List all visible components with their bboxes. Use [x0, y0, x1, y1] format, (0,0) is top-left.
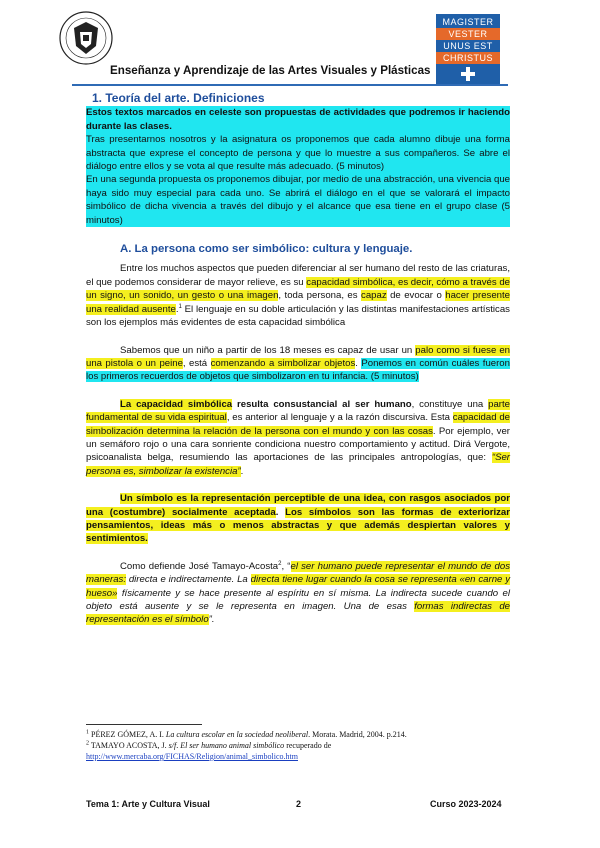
p5-highlight: formas indirectas de representación es el símbolo [86, 601, 510, 626]
footnote-text: . [176, 741, 181, 750]
p2-highlight: comenzando a simbolizar objetos [210, 357, 356, 369]
p3-bold: resulta consustancial al ser humano [232, 398, 412, 410]
paragraph-1 [86, 262, 510, 329]
p1-text: El lenguaje en su doble articulación y las distintas manifestaciones artísticas son los ejemplos más evidentes de esta capacidad simbólica [86, 303, 510, 329]
p5-text: ”. [208, 614, 215, 626]
footnote-ref-1: 1 [178, 303, 182, 310]
p2-activity: Ponemos en común cuáles fueron los primeros recuerdos de objetos que simbolizaron en tu infancia. (5 minutos) [86, 357, 510, 383]
footnote-text: recuperado de [284, 741, 332, 750]
p1-text: . [175, 303, 179, 315]
footnote-title: La cultura escolar en la sociedad neoliberal [165, 730, 309, 739]
logo-line-2: VESTER [448, 29, 488, 39]
p1-highlight: hacer presente una realidad ausente [86, 290, 511, 315]
header-title: Enseñanza y Aprendizaje de las Artes Visuales y Plásticas [110, 64, 431, 77]
p3-text: , es anterior al lenguaje y a la razón discursiva. Esta [226, 412, 453, 424]
footnote-2-link-line [86, 751, 510, 762]
activity-2: En una segunda propuesta os proponemos dibujar, por medio de una abstracción, una vivencia que haya sido muy especial para cada uno. Se abrirá el diálogo en el que se valorará el impacto simbólico de dicha vivencia a través del dibujo y el alcance que esa tiene en el grupo clase (5 minutos) [86, 174, 511, 226]
magister-logo [436, 14, 500, 86]
activity-block [86, 106, 510, 227]
header-divider [72, 84, 508, 86]
page-number: 2 [296, 799, 302, 809]
footnote-text: PÉREZ GÓMEZ, A. I. [89, 730, 166, 739]
section-heading-1: 1. Teoría del arte. Definiciones [92, 91, 265, 105]
cross-icon [460, 66, 476, 82]
p1-highlight: capaz [361, 290, 387, 302]
footnote-1 [86, 729, 510, 740]
footnote-2 [86, 740, 510, 751]
p2-text: , está [182, 357, 211, 369]
footnote-ref-2: 2 [278, 560, 282, 567]
paragraph-2 [86, 344, 510, 384]
p5-text: Como defiende José Tamayo-Acosta [120, 560, 279, 572]
footnote-title: El ser humano animal simbólico [180, 741, 285, 750]
logo-line-4: CHRISTUS [442, 53, 493, 63]
logo-line-1: MAGISTER [442, 17, 494, 27]
p1-text: , toda persona, es [278, 290, 362, 302]
p4-highlight: Un símbolo es la representación perceptible de una idea, con rasgos asociados por una (costumbre) socialmente aceptada [86, 493, 510, 518]
p2-highlight: palo como si fuese en una pistola o un peine [86, 344, 510, 369]
paragraph-3 [86, 398, 510, 478]
p1-highlight: capacidad simbólica, es decir, cómo a través de un signo, un sonido, un gesto o una imagen [86, 276, 511, 302]
footer-left: Tema 1: Arte y Cultura Visual [86, 799, 210, 809]
footnote-separator [86, 724, 202, 725]
p3-text: , constituye una [411, 398, 489, 410]
intro-text: Estos textos marcados en celeste son propuestas de actividades que podremos ir haciendo durante las clases. [86, 107, 510, 132]
p5-text: , “ [281, 560, 291, 572]
footnote-date: s/f [168, 741, 177, 750]
footnote-text: . Morata. Madrid, 2004. p.214. [308, 730, 407, 739]
footnote-link[interactable]: http://www.mercaba.org/FICHAS/Religion/animal_simbolico.htm [86, 752, 298, 761]
p4-text: . [275, 506, 286, 518]
p3-highlight: capacidad de simbolización determina la relación de la persona con el mundo y con las cosas [86, 412, 511, 437]
paragraph-4 [86, 492, 510, 546]
p2-text: . [355, 357, 362, 369]
p3-quote: “Ser persona es, simbolizar la existencia” [86, 452, 510, 477]
p5-highlight: directa tiene lugar cuando la cosa se representa «en carne y hueso» [86, 574, 510, 599]
footnote-num: 1 [86, 729, 89, 736]
p3-highlight: La capacidad simbólica [120, 398, 233, 410]
footnotes [86, 729, 510, 762]
page-body [86, 92, 510, 627]
p3-text: . Por ejemplo, ver un semáforo rojo o una cara sonriente condiciona nuestro comportamiento y actitud. Dirá Vergote, psicoanalista belga, resumiendo las aportaciones de las principales antropologías, que: [86, 425, 510, 464]
logo-line-3: UNUS EST [443, 41, 493, 51]
p5-text: directa e indirectamente. La [126, 574, 251, 586]
p2-text: Sabemos que un niño a partir de los 18 meses es capaz de usar un [120, 344, 416, 356]
footer-right: Curso 2023-2024 [430, 799, 502, 809]
p1-text: de evocar o [386, 290, 446, 302]
p5-highlight: el ser humano puede representar el mundo de dos maneras: [86, 560, 510, 586]
activity-1: Tras presentarnos nosotros y la asignatura os proponemos que cada alumno dibuje una forma abstracta que exprese el concepto de persona y que lo muestre a sus compañeros. Se abre el diálogo entre ellos y se vota al que resulte más adecuado. (5 minutos) [86, 134, 510, 173]
paragraph-5 [86, 560, 510, 627]
p5-text: físicamente y se hace presente al espíritu en sí misma. La indirecta sucede cuando el objeto está ausente y se le representa en imagen. Una de esas [86, 587, 510, 612]
p3-highlight: parte fundamental de su vida espiritual [86, 398, 510, 424]
section-heading-a: A. La persona como ser simbólico: cultura y lenguaje. [120, 243, 413, 256]
p3-text: . [240, 465, 244, 477]
university-crest-icon [58, 8, 114, 70]
p1-text: Entre los muchos aspectos que pueden diferenciar al ser humano del resto de las criaturas, el que podemos considerar de mayor relieve, es su [86, 263, 510, 288]
p4-highlight: Los símbolos son las formas de exteriorizar pensamientos, ideas más o menos abstractas y que además despiertan valores y sentimientos. [86, 506, 510, 545]
footnote-num: 2 [86, 740, 89, 747]
footnote-text: TAMAYO ACOSTA, J. [89, 741, 169, 750]
